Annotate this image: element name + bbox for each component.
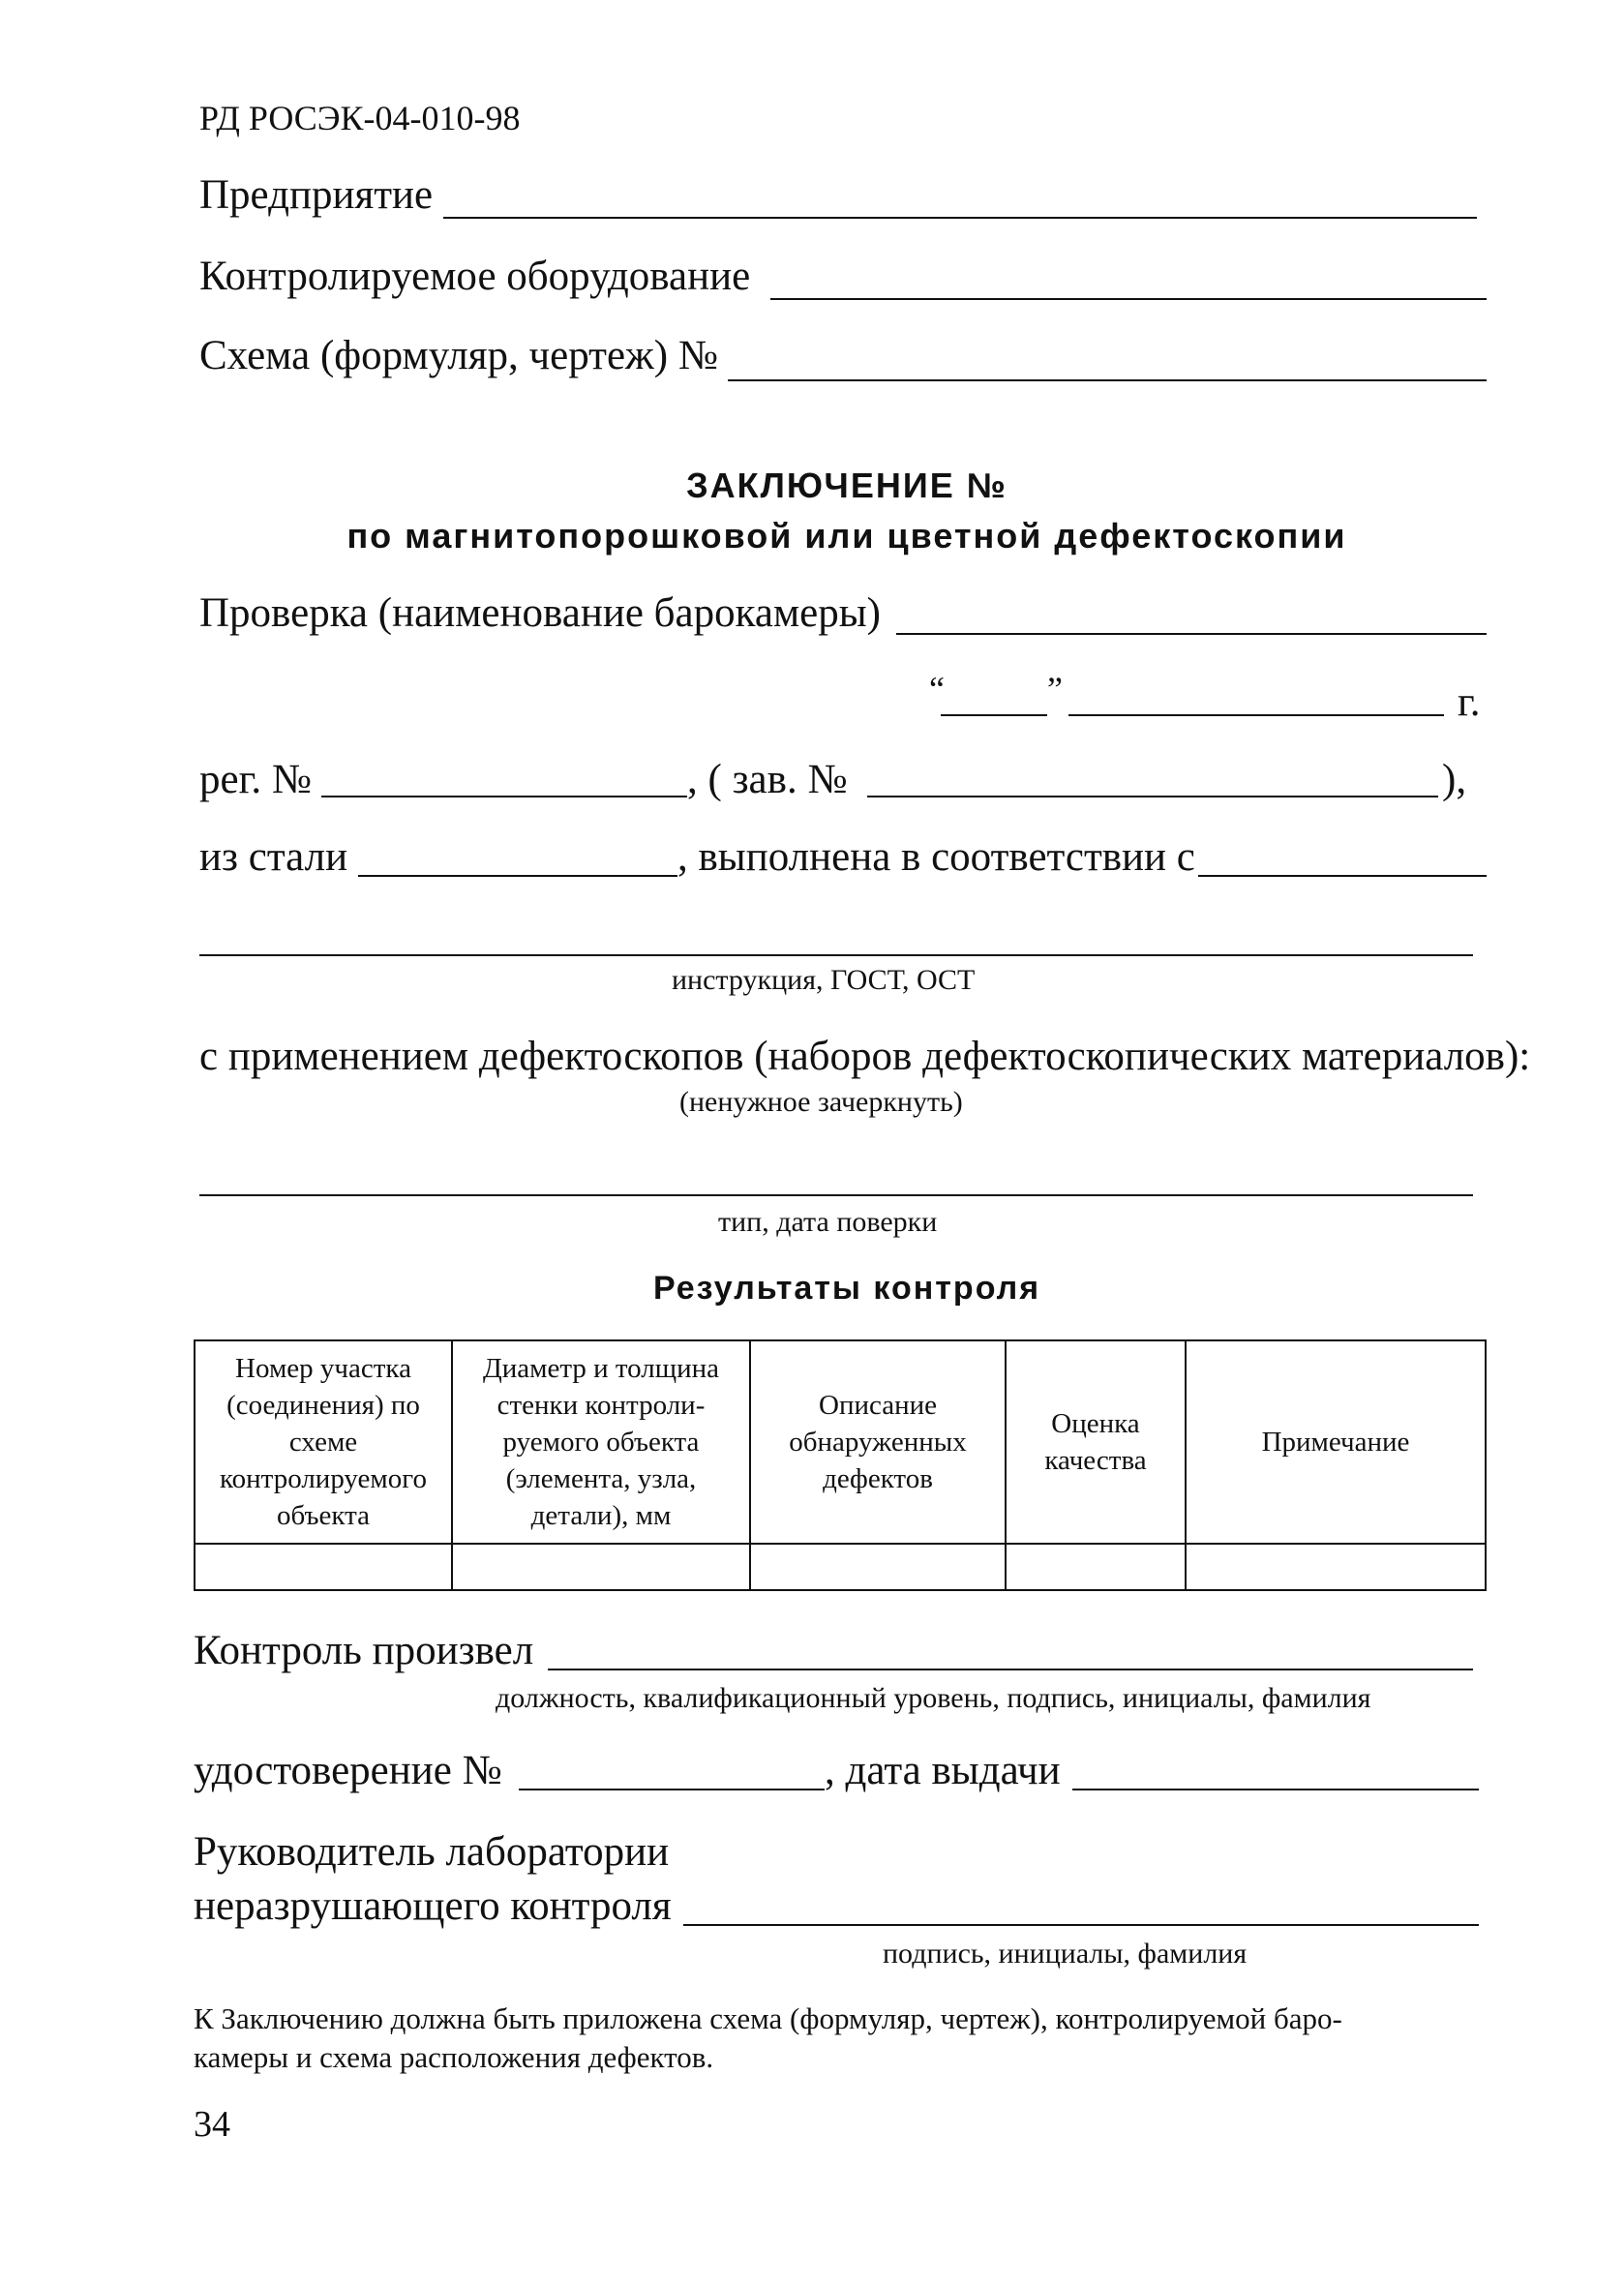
issue-date-label: , дата выдачи (825, 1748, 1061, 1793)
zav-label: , ( зав. № (687, 757, 848, 802)
date-open-quote: “ (929, 670, 945, 708)
table-header-row (195, 1340, 1486, 1544)
zav-close: ), (1442, 757, 1467, 802)
compliance-field[interactable] (1198, 875, 1487, 877)
issue-date-field[interactable] (1072, 1789, 1479, 1790)
head-line1: Руководитель лаборатории (194, 1829, 670, 1875)
table-cell[interactable] (750, 1544, 1006, 1590)
table-cell[interactable] (1006, 1544, 1186, 1590)
reg-label: рег. № (199, 757, 312, 802)
scheme-label: Схема (формуляр, чертеж) № (199, 333, 718, 378)
type-caption: тип, дата поверки (718, 1206, 938, 1238)
strike-note: (ненужное зачеркнуть) (679, 1086, 963, 1118)
certificate-number-field[interactable] (519, 1789, 825, 1790)
table-cell[interactable] (195, 1544, 452, 1590)
certificate-label: удостоверение № (194, 1748, 502, 1793)
compliance-label: , выполнена в соответствии с (677, 834, 1195, 880)
table-cell[interactable] (1186, 1544, 1486, 1590)
steel-label: из стали (199, 834, 348, 880)
performed-field[interactable] (548, 1669, 1473, 1670)
enterprise-label: Предприятие (199, 172, 434, 218)
reg-number-field[interactable] (321, 796, 687, 797)
equipment-label: Контролируемое оборудование (199, 254, 751, 299)
footnote-line1: К Заключению должна быть приложена схема (формуляр, чертеж), контролируемой баро- (194, 2001, 1342, 2035)
standard-field[interactable] (199, 954, 1473, 956)
head-signature-field[interactable] (683, 1924, 1479, 1926)
column-header-quality-assessment: Оценка качества (1006, 1340, 1186, 1544)
conclusion-title: ЗАКЛЮЧЕНИЕ № (686, 466, 1007, 505)
conclusion-subtitle: по магнитопорошковой или цветной дефектоскопии (346, 516, 1347, 556)
performed-caption: должность, квалификационный уровень, подпись, инициалы, фамилия (496, 1682, 1371, 1714)
head-caption: подпись, инициалы, фамилия (883, 1938, 1248, 1970)
document-code: РД РОСЭК-04-010-98 (199, 99, 521, 137)
column-header-defect-description: Описание обнаруженных дефектов (750, 1340, 1006, 1544)
results-table (194, 1339, 1487, 1591)
column-header-note: Примечание (1186, 1340, 1486, 1544)
footnote-line2: камеры и схема расположения дефектов. (194, 2040, 714, 2074)
equipment-field[interactable] (770, 298, 1487, 300)
defectoscope-type-field[interactable] (199, 1194, 1473, 1196)
column-header-diameter-thickness: Диаметр и толщина стенки контроли-руемого объекта (элемента, узла, детали), мм (452, 1340, 750, 1544)
head-line2: неразрушающего контроля (194, 1883, 672, 1929)
date-day-field[interactable] (941, 714, 1047, 716)
check-label: Проверка (наименование барокамеры) (199, 590, 881, 636)
date-month-field[interactable] (1068, 714, 1444, 716)
table-row (195, 1544, 1486, 1590)
date-close-quote: ” (1047, 670, 1063, 708)
column-header-section-number: Номер участка (соединения) по схеме контролируемого объекта (195, 1340, 452, 1544)
zav-number-field[interactable] (867, 796, 1438, 797)
table-cell[interactable] (452, 1544, 750, 1590)
check-field[interactable] (896, 633, 1487, 635)
applied-text: с применением дефектоскопов (наборов дефектоскопических материалов): (199, 1034, 1531, 1079)
date-year-suffix: г. (1458, 679, 1481, 725)
performed-label: Контроль произвел (194, 1628, 534, 1673)
page-number: 34 (194, 2104, 230, 2145)
results-title: Результаты контроля (652, 1270, 1041, 1307)
standard-caption: инструкция, ГОСТ, ОСТ (672, 964, 976, 996)
scheme-number-field[interactable] (728, 379, 1487, 381)
enterprise-field[interactable] (443, 217, 1477, 219)
steel-field[interactable] (358, 875, 677, 877)
